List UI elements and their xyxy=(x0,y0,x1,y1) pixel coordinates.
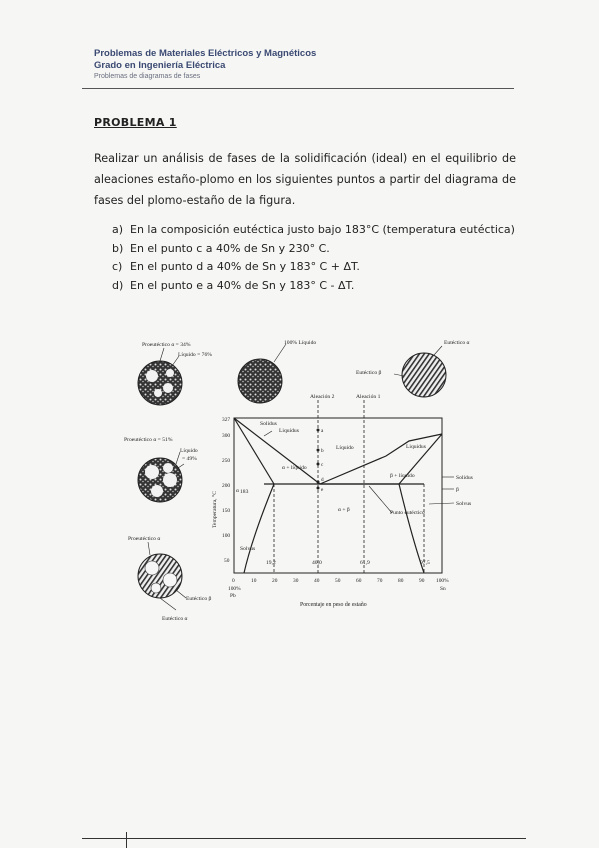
micrograph-proeutectic-34 xyxy=(138,361,182,405)
document-header xyxy=(94,48,514,82)
liquidus-curve xyxy=(234,418,399,484)
solidus-curve xyxy=(234,418,274,484)
question-list xyxy=(112,221,522,295)
x-tick-20: 20 xyxy=(272,578,278,584)
label-proeutectic-51: Proeutéctico α = 51% xyxy=(124,437,173,443)
question-text: En la composición eutéctica justo bajo 183°C (temperatura eutéctica) xyxy=(130,223,515,236)
y-tick-150: 150 xyxy=(222,508,231,514)
footer-rule xyxy=(82,838,526,839)
label-alpha-beta: α + β xyxy=(338,507,350,513)
label-eutectic-alpha-top: Eutéctico α xyxy=(444,340,470,346)
section-subtitle: Problemas de diagramas de fases xyxy=(94,73,201,80)
label-point-a: a xyxy=(321,428,324,434)
x-tick-0: 0 xyxy=(232,578,235,584)
label-liquid-100: 100% Líquido xyxy=(284,340,317,346)
label-alloy1: Aleación 1 xyxy=(356,394,381,400)
x-tick-40: 40 xyxy=(314,578,320,584)
label-solvus-right: Solvus xyxy=(456,501,472,507)
x-tick-70: 70 xyxy=(377,578,383,584)
x-tick-80: 80 xyxy=(398,578,404,584)
problem-statement: Realizar un análisis de fases de la solidificación (ideal) en el equilibrio de aleaciones estaño-plomo en los siguientes puntos a partir del diagrama de fases del plomo-estaño de la figura. xyxy=(94,152,516,207)
label-eutectic-alpha-bottom: Eutéctico α xyxy=(162,616,188,622)
micrograph-eutectic xyxy=(402,353,446,397)
label-liquid-76: Líquido = 76% xyxy=(178,352,212,358)
label-proeutectic-34: Proeutéctico α = 34% xyxy=(142,342,191,348)
y-tick-327: 327 xyxy=(222,417,231,423)
liquidus-right-curve xyxy=(320,434,442,484)
label-proeutectic-alpha: Proeutéctico α xyxy=(128,536,161,542)
label-liquidus-right: Liquidus xyxy=(406,444,426,450)
x-tick-10: 10 xyxy=(251,578,257,584)
micrograph-proeutectic-eutectic xyxy=(138,554,182,598)
question-item xyxy=(112,258,522,277)
label-alpha-liquid: α + líquido xyxy=(282,465,307,471)
label-liquid-49-line2: = 49% xyxy=(182,456,197,462)
point-e-marker xyxy=(317,487,320,490)
x-extra-pb: Pb xyxy=(230,593,236,599)
label-solvus-left: Solvus xyxy=(240,546,256,552)
label-alpha-region: α xyxy=(236,488,239,494)
question-label: d) xyxy=(112,278,124,292)
question-item xyxy=(112,221,522,240)
x-extra-100: 100% xyxy=(228,586,241,592)
label-183: 183 xyxy=(240,489,249,495)
label-comp-61-9: 61,9 xyxy=(360,560,370,566)
label-eutectic-beta-bottom: Eutéctico β xyxy=(186,596,212,602)
header-rule xyxy=(82,88,514,89)
label-solidus-top: Solidus xyxy=(260,421,277,427)
point-a-marker xyxy=(317,429,320,432)
label-eutectic-point: Punto eutéctico xyxy=(390,510,425,516)
label-point-e: e xyxy=(321,487,324,493)
micrograph-proeutectic-51 xyxy=(138,458,182,502)
label-solidus-right: Solidus xyxy=(456,475,473,481)
y-tick-50: 50 xyxy=(224,558,230,564)
micrograph-liquid-100 xyxy=(238,359,282,403)
degree-title: Grado en Ingeniería Eléctrica xyxy=(94,60,226,71)
label-comp-40: 40,0 xyxy=(312,560,322,566)
question-label: a) xyxy=(112,223,124,236)
x-tick-30: 30 xyxy=(293,578,299,584)
question-item xyxy=(112,240,522,259)
y-axis-ticks xyxy=(222,417,230,564)
label-point-c: c xyxy=(321,462,324,468)
course-title: Problemas de Materiales Eléctricos y Magnéticos xyxy=(94,48,317,59)
label-eutectic-beta-top: Eutéctico β xyxy=(356,370,382,376)
x-extra-sn: Sn xyxy=(440,586,446,592)
label-point-b: b xyxy=(321,448,324,454)
y-tick-100: 100 xyxy=(222,533,231,539)
y-tick-300: 300 xyxy=(222,433,231,439)
x-axis-label: Porcentaje en peso de estaño xyxy=(300,602,367,608)
label-comp-19-2: 19,2 xyxy=(266,560,276,566)
y-tick-250: 250 xyxy=(222,458,231,464)
question-text: En el punto c a 40% de Sn y 230° C. xyxy=(130,241,330,255)
x-tick-50: 50 xyxy=(335,578,341,584)
x-axis-ticks xyxy=(232,578,449,584)
question-text: En el punto d a 40% de Sn y 183° C + ΔT. xyxy=(130,260,360,273)
label-liquidus-left: Liquidus xyxy=(279,428,299,434)
label-beta-liquid: β + líquido xyxy=(390,473,415,479)
point-b-marker xyxy=(317,449,320,452)
label-liquid-region: Líquido xyxy=(336,445,354,451)
problem-title: PROBLEMA 1 xyxy=(94,116,177,129)
y-axis-label: Temperatura, °C xyxy=(212,491,218,528)
footer-tick xyxy=(126,832,127,848)
question-label: b) xyxy=(112,241,124,255)
label-point-d: d xyxy=(321,477,324,483)
point-c-marker xyxy=(317,463,320,466)
x-tick-100: 100% xyxy=(436,578,449,584)
x-tick-60: 60 xyxy=(356,578,362,584)
question-text: En el punto e a 40% de Sn y 183° C - ΔT. xyxy=(130,278,355,292)
point-d-marker xyxy=(317,481,320,484)
pb-sn-phase-diagram xyxy=(124,328,512,628)
question-item xyxy=(112,277,522,296)
phase-diagram-figure xyxy=(124,328,512,628)
label-beta-region: β xyxy=(456,487,459,493)
label-alloy2: Aleación 2 xyxy=(310,394,335,400)
label-liquid-49-line1: Líquido xyxy=(180,448,198,454)
label-comp-97-5: 97,5 xyxy=(420,560,430,566)
x-tick-90: 90 xyxy=(419,578,425,584)
question-label: c) xyxy=(112,260,123,273)
y-tick-200: 200 xyxy=(222,483,231,489)
